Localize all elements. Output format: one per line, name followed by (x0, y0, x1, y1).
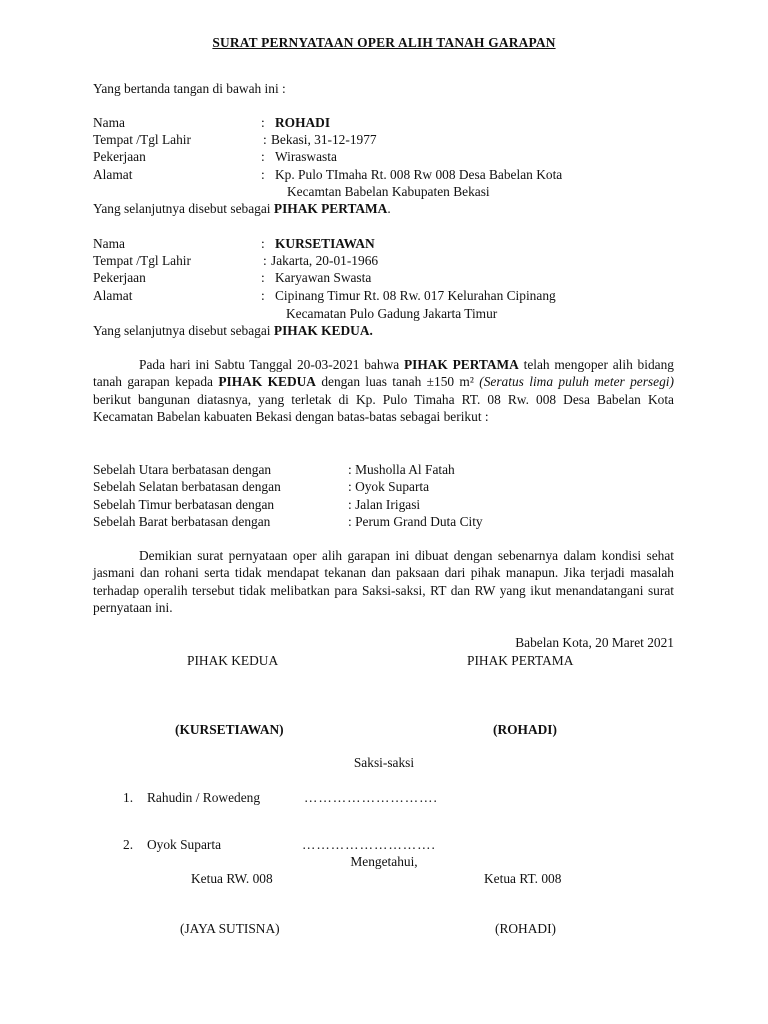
label-ttl-2: Tempat /Tgl Lahir (93, 253, 191, 268)
boundary-value-east: : Jalan Irigasi (348, 497, 421, 512)
witness-1-signature-line: ………………………. (304, 790, 438, 805)
pihak1-ttl: Bekasi, 31-12-1977 (271, 132, 377, 147)
rt-head-role: Ketua RT. 008 (484, 871, 562, 886)
colon: : (261, 236, 265, 251)
signer-name-left: (KURSETIAWAN) (175, 722, 284, 737)
acknowledge-label: Mengetahui, (350, 854, 418, 869)
para1-party-second: PIHAK KEDUA (218, 374, 316, 390)
witness-2-name: Oyok Suparta (147, 837, 222, 852)
witness-2-signature-line: ………………………. (302, 837, 436, 852)
label-nama-1: Nama (93, 115, 125, 130)
witness-title: Saksi-saksi (353, 755, 415, 770)
pihak2-nama: KURSETIAWAN (275, 236, 375, 251)
boundary-value-north: : Musholla Al Fatah (348, 462, 455, 477)
colon: : (263, 253, 267, 268)
pihak2-designation (93, 322, 373, 339)
pihak1-pekerjaan: Wiraswasta (275, 149, 337, 164)
label-pekerjaan-1: Pekerjaan (93, 149, 146, 164)
boundary-label-east: Sebelah Timur berbatasan dengan (93, 497, 275, 512)
label-nama-2: Nama (93, 236, 125, 251)
para1-area-words: (Seratus lima puluh meter persegi) (479, 374, 674, 390)
pihak2-alamat-line1: Cipinang Timur Rt. 08 Rw. 017 Kelurahan Cipinang (275, 288, 556, 303)
pihak2-alamat-line2: Kecamatan Pulo Gadung Jakarta Timur (286, 306, 498, 321)
place-date: Babelan Kota, 20 Maret 2021 (515, 635, 674, 650)
statement-paragraph (93, 356, 674, 426)
rt-head-name: (ROHADI) (495, 921, 556, 936)
pihak1-nama: ROHADI (275, 115, 331, 130)
pihak1-designation (93, 200, 391, 217)
designation-prefix: Yang selanjutnya disebut sebagai (93, 201, 271, 216)
rw-head-role: Ketua RW. 008 (191, 871, 273, 886)
intro-text: Yang bertanda tangan di bawah ini : (93, 81, 286, 96)
boundary-label-west: Sebelah Barat berbatasan dengan (93, 514, 271, 529)
designation-prefix: Yang selanjutnya disebut sebagai (93, 323, 271, 338)
para1-party-first: PIHAK PERTAMA (403, 357, 519, 372)
pihak1-alamat-line2: Kecamtan Babelan Kabupaten Bekasi (287, 184, 490, 199)
boundary-label-south: Sebelah Selatan berbatasan dengan (93, 479, 281, 494)
witness-1-name: Rahudin / Rowedeng (147, 790, 261, 805)
designation-suffix: . (387, 201, 391, 216)
pihak1-alamat-line1: Kp. Pulo TImaha Rt. 008 Rw 008 Desa Babelan Kota (275, 167, 563, 182)
boundary-value-south: : Oyok Suparta (348, 479, 430, 494)
colon: : (261, 270, 265, 285)
closing-text: Demikian surat pernyataan oper alih garapan ini dibuat dengan sebenarnya dalam kondisi sehat jasmani dan rohani serta tidak mendapat tekanan dan paksaan dari pihak manapun. Jika terjadi masalah terhadap operalih tersebut tidak melibatkan para Saksi-saksi, RT dan RW yang ikut menandatangani surat pernyataan ini. (93, 548, 674, 616)
para1-text-d: berikut bangunan diatasnya, yang terletak di Kp. Pulo Timaha RT. 08 Rw. 008 Desa Babelan Kota Kecamatan Babelan kabuaten Bekasi dengan batas-batas sebagai berikut : (93, 391, 674, 425)
document-title: SURAT PERNYATAAN OPER ALIH TANAH GARAPAN (212, 35, 556, 50)
colon: : (261, 288, 265, 303)
designation-party: PIHAK KEDUA. (273, 323, 373, 338)
pihak2-pekerjaan: Karyawan Swasta (275, 270, 372, 285)
label-pekerjaan-2: Pekerjaan (93, 270, 146, 285)
designation-party: PIHAK PERTAMA (273, 201, 388, 216)
para1-text-b: telah mengoper alih bidang tanah garapan kepada (93, 357, 674, 390)
para1-text-a: Pada hari ini Sabtu Tanggal 20-03-2021 bahwa (139, 357, 400, 372)
signer-name-right: (ROHADI) (493, 722, 557, 737)
rw-head-name: (JAYA SUTISNA) (180, 921, 280, 936)
label-ttl-1: Tempat /Tgl Lahir (93, 132, 191, 147)
signer-role-right: PIHAK PERTAMA (467, 653, 574, 668)
colon: : (261, 149, 265, 164)
label-alamat-1: Alamat (93, 167, 133, 182)
witness-1-number: 1. (123, 790, 134, 805)
closing-paragraph (93, 547, 674, 617)
label-alamat-2: Alamat (93, 288, 133, 303)
pihak2-ttl: Jakarta, 20-01-1966 (271, 253, 379, 268)
colon: : (261, 167, 265, 182)
witness-2-number: 2. (123, 837, 134, 852)
signer-role-left: PIHAK KEDUA (187, 653, 279, 668)
para1-text-c: dengan luas tanah ±150 m² (321, 374, 474, 390)
boundary-label-north: Sebelah Utara berbatasan dengan (93, 462, 272, 477)
boundary-value-west: : Perum Grand Duta City (348, 514, 483, 529)
colon: : (261, 115, 265, 130)
colon: : (263, 132, 267, 147)
